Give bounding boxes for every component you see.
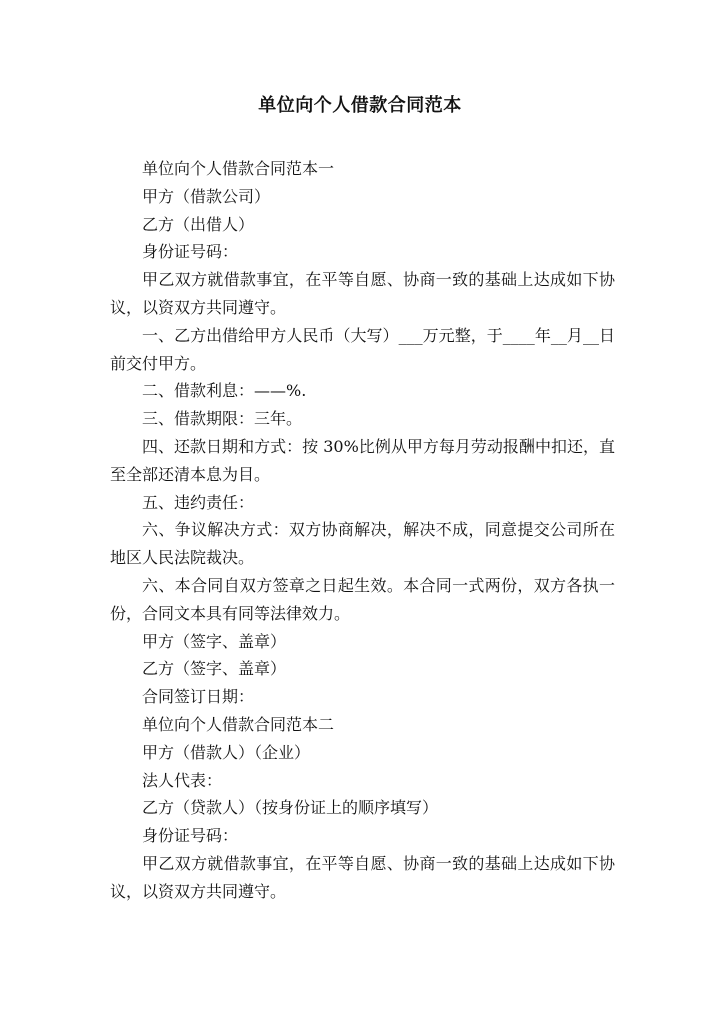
clause-4: 四、还款日期和方式：按 30%比例从甲方每月劳动报酬中扣还，直至全部还清本息为目。 xyxy=(110,436,615,484)
clause-3: 三、借款期限：三年。 xyxy=(142,409,303,429)
borrower-line: 甲方（借款人）（企业） xyxy=(142,742,311,762)
id-number-line: 身份证号码： xyxy=(142,242,239,262)
section-heading-2: 单位向个人借款合同范本二 xyxy=(142,714,335,734)
agreement-intro-2: 甲乙双方就借款事宜，在平等自愿、协商一致的基础上达成如下协议，以资双方共同遵守。 xyxy=(110,853,615,901)
document-body xyxy=(110,155,615,906)
id-number-line-2: 身份证号码： xyxy=(142,826,239,846)
agreement-intro: 甲乙双方就借款事宜，在平等自愿、协商一致的基础上达成如下协议，以资双方共同遵守。 xyxy=(110,270,615,317)
clause-1: 一、乙方出借给甲方人民币（大写）___万元整，于____年__月__日前交付甲方。 xyxy=(110,325,615,373)
section-heading-1: 单位向个人借款合同范本一 xyxy=(142,159,335,178)
clause-2: 二、借款利息：——%. xyxy=(142,381,307,401)
clause-6-dispute: 六、争议解决方式：双方协商解决，解决不成，同意提交公司所在地区人民法院裁决。 xyxy=(110,520,615,568)
party-b-line: 乙方（出借人） xyxy=(142,214,255,234)
clause-6-effect: 六、本合同自双方签章之日起生效。本合同一式两份，双方各执一份，合同文本具有同等法律效力。 xyxy=(110,575,615,623)
party-a-signature-line: 甲方（签字、盖章） xyxy=(142,631,287,651)
contract-date-line: 合同签订日期： xyxy=(142,687,255,707)
document-title: 单位向个人借款合同范本 xyxy=(258,95,462,116)
legal-representative-line: 法人代表： xyxy=(142,770,223,790)
party-b-signature-line: 乙方（签字、盖章） xyxy=(142,659,287,679)
clause-5: 五、违约责任： xyxy=(142,492,255,512)
lender-line: 乙方（贷款人）（按身份证上的顺序填写） xyxy=(142,798,439,818)
party-a-line: 甲方（借款公司） xyxy=(142,186,271,206)
